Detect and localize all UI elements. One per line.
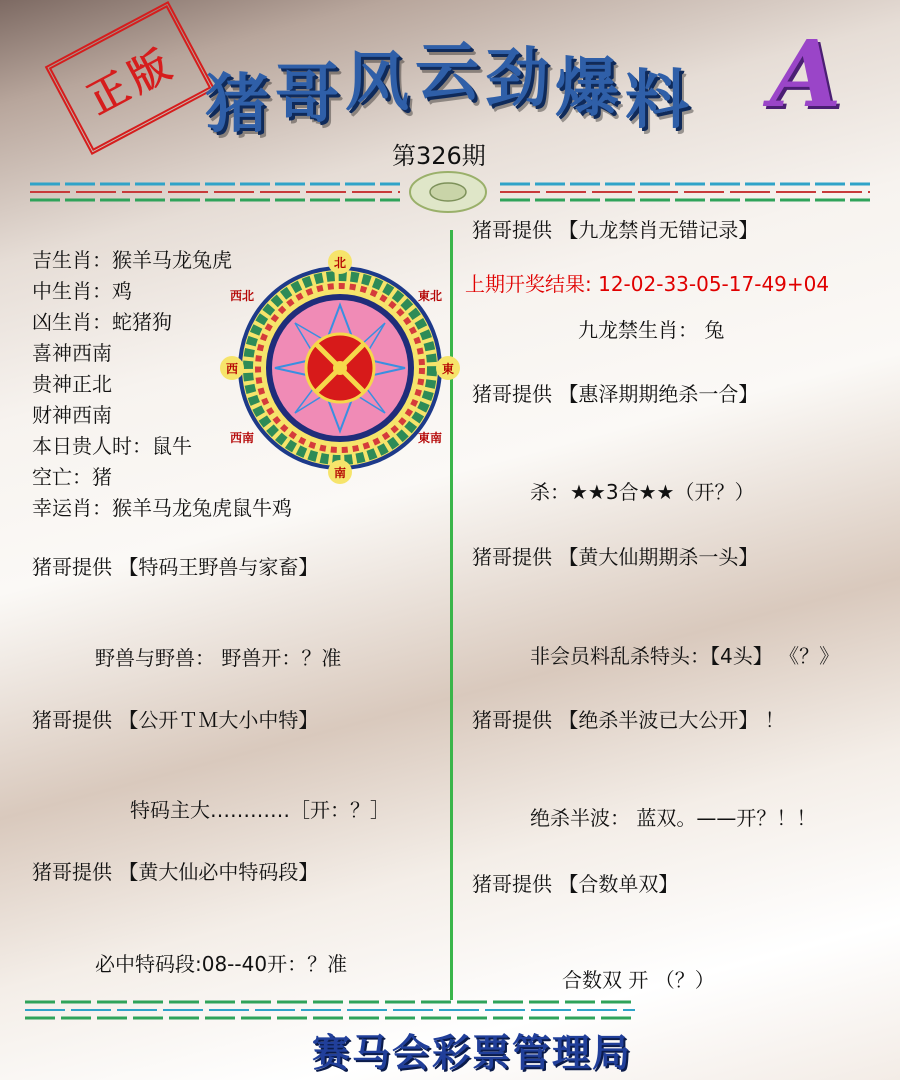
title-char: 料 [625, 63, 689, 138]
section-header: 猪哥提供 【黄大仙必中特码段】 [32, 860, 319, 884]
last-draw-numbers: 12-02-33-05-17-49+04 [598, 272, 830, 296]
compass-southwest: 西南 [229, 431, 255, 445]
footer-org-name: 赛马会彩票管理局 [312, 1030, 633, 1075]
section-content: 合数双 开 （？） [562, 968, 715, 992]
last-draw-label: 上期开奖结果: [465, 272, 592, 296]
section-header: 猪哥提供 【绝杀半波已大公开】 ！ [472, 708, 785, 732]
section-content: 野兽与野兽： 野兽开：？准 [95, 646, 342, 670]
compass-northeast: 東北 [417, 289, 443, 303]
section-header: 猪哥提供 【惠泽期期绝杀一合】 [472, 382, 759, 406]
last-draw-result [465, 272, 829, 296]
title-char: 风 [345, 45, 409, 120]
info-line: 财神西南 [32, 403, 112, 427]
section-header: 猪哥提供 【合数单双】 [472, 872, 679, 896]
section-header: 猪哥提供 【九龙禁肖无错记录】 [472, 218, 759, 242]
info-line: 空亡：猪 [32, 465, 112, 489]
section-content: 绝杀半波： 蓝双。——开？！！ [530, 806, 817, 830]
section-content: 必中特码段:08--40开：？准 [95, 952, 348, 976]
section-header: 猪哥提供 【黄大仙期期杀一头】 [472, 545, 759, 569]
compass-southeast: 東南 [417, 431, 443, 445]
title-char: 哥 [275, 57, 339, 132]
compass-northwest: 西北 [229, 289, 255, 303]
issue-number: 第326期 [392, 142, 486, 170]
title-char: 云 [415, 35, 479, 110]
info-line: 吉生肖：猴羊马龙兔虎 [32, 248, 232, 272]
info-line: 幸运肖：猴羊马龙兔虎鼠牛鸡 [32, 496, 292, 520]
section-header: 猪哥提供 【公开ＴＭ大小中特】 [32, 708, 319, 732]
section-content: 特码主大…………［开：？］ [130, 798, 390, 822]
info-line: 贵神正北 [32, 372, 112, 396]
compass-wheel [220, 250, 460, 485]
compass-north: 北 [333, 256, 347, 270]
section-header: 猪哥提供 【特码王野兽与家畜】 [32, 555, 319, 579]
genuine-stamp: 正版 [45, 1, 216, 155]
header-dashed-lines [20, 170, 880, 220]
title-char: 劲 [485, 41, 549, 116]
compass-south: 南 [333, 466, 347, 480]
section-content: 杀：★★3合★★（开？） [530, 480, 755, 504]
compass-west: 西 [225, 362, 239, 376]
title-char: 猪 [205, 67, 269, 142]
title-char: 爆 [555, 51, 619, 126]
compass-east: 東 [441, 362, 455, 376]
a-logo: A [770, 20, 842, 128]
info-line: 喜神西南 [32, 341, 112, 365]
info-line: 中生肖：鸡 [32, 279, 132, 303]
info-line: 凶生肖：蛇猪狗 [32, 310, 172, 334]
info-line: 本日贵人时：鼠牛 [32, 434, 192, 458]
section-content: 非会员料乱杀特头：【4头】 《？》 [530, 644, 840, 668]
section-content: 九龙禁生肖： 兔 [578, 318, 725, 342]
